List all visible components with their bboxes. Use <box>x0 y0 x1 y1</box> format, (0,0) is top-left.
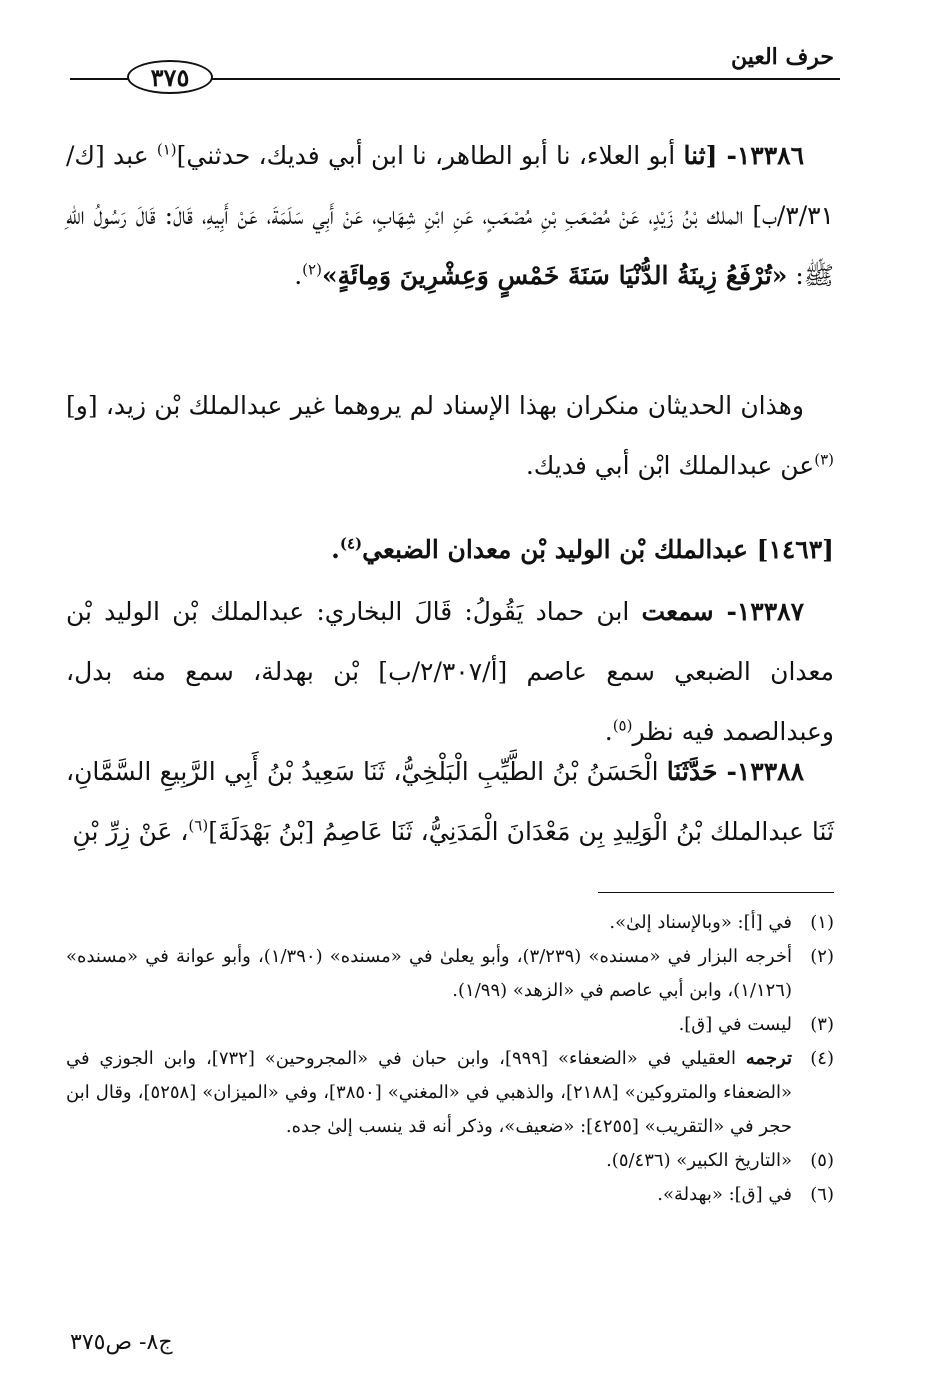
narration-verb: سمعت <box>641 597 714 626</box>
hadith-number: ١٣٣٨٨- <box>717 757 804 786</box>
footnote-text: «التاريخ الكبير» (٥/٤٣٦). <box>606 1150 792 1171</box>
punctuation: . <box>604 717 613 746</box>
footnote-4 <box>66 1042 834 1144</box>
footnote-ref-1[interactable]: (١) <box>156 140 177 159</box>
narration-verb: حَدَّثَنَا <box>666 757 718 786</box>
narration-verb: [ثنا <box>683 141 718 170</box>
commentary-text: وهذان الحديثان منكران بهذا الإسناد لم يروهما غير عبدالملك بْن زيد، [و] <box>66 391 804 420</box>
isnad-text: عبد [ك/٣/٣١/ب] الملك بْنُ زَيْدٍ، عَنْ مُصْعَبِ بْنِ مُصْعَبٍ، عَنِ ابْنِ شِهَابٍ، عَنْ أَبِي سَلَمَةَ، عَنْ أَبِيهِ، قَالَ: قَالَ رَسُولُ اللهِ ﷺ: <box>66 141 834 290</box>
footnote-number: (٥) <box>810 1150 834 1171</box>
footnotes <box>66 906 834 1212</box>
footnote-3 <box>66 1008 834 1042</box>
page-number: ٣٧٥ <box>150 62 190 92</box>
biography-heading <box>66 520 834 580</box>
punctuation: . <box>294 261 303 290</box>
footnote-text: أخرجه البزار في «مسنده» (٣/٢٣٩)، وأبو يعلىٰ في «مسنده» (١/٣٩٠)، وأبو عوانة في «مسنده» (١/١٢٦)، وابن أبي عاصم في «الزهد» (١/٩٩). <box>66 946 792 1001</box>
footnote-number: (٦) <box>810 1184 834 1205</box>
footnote-ref-5[interactable]: (٥) <box>612 716 633 735</box>
paragraph-13386 <box>66 126 834 306</box>
footnote-number: (٢) <box>810 946 834 967</box>
punctuation: . <box>331 535 340 564</box>
footnote-text: ليست في [ق]. <box>678 1014 792 1035</box>
paragraph-13388 <box>66 742 834 862</box>
paragraph-commentary <box>66 376 834 496</box>
footnote-ref-3[interactable]: (٣) <box>814 450 834 469</box>
footnote-text: في [أ]: «وبالإسناد إلىٰ». <box>609 912 792 933</box>
hadith-number: ١٣٣٨٦- <box>717 141 804 170</box>
chapter-title: حرف العين <box>730 44 834 70</box>
footnote-ref-6[interactable]: (٦) <box>188 816 209 835</box>
footnote-ref-4[interactable]: (٤) <box>339 534 363 553</box>
paragraph-13387 <box>66 582 834 762</box>
footnote-number: (٣) <box>810 1014 834 1035</box>
footnote-ref-2[interactable]: (٢) <box>302 260 322 279</box>
hadith-matn: «تُرْفَعُ زِينَةُ الدُّنْيَا سَنَةَ خَمْسٍ وَعِشْرِينَ وَمِائَةٍ» <box>321 261 788 290</box>
footnote-text: العقيلي في «الضعفاء» [٩٩٩]، وابن حبان في «المجروحين» [٧٣٢]، وابن الجوزي في «الضعفاء والمتروكين» [٢١٨٨]، والذهبي في «المغني» [٣٨٥٠]، وفي «الميزان» [٥٢٥٨]، وقال ابن حجر في «التقريب» [٤٢٥٥]: «ضعيف»، وذكر أنه قد ينسب إلىٰ جده. <box>66 1048 792 1137</box>
footnote-separator <box>598 892 834 893</box>
isnad-text: الْحَسَنُ بْنُ الطَّيِّبِ الْبَلْخِيُّ، ثَنَا سَعِيدُ بْنُ أَبِي الرَّبِيعِ السَّمَّانِ، ثَنَا عبدالملك بْنُ الْوَلِيدِ بِن مَعْدَانَ الْمَدَنِيُّ، ثَنَا عَاصِمُ [بْنُ بَهْدَلَةَ] <box>66 757 834 846</box>
footnote-5 <box>66 1144 834 1178</box>
footnote-number: (٤) <box>810 1048 834 1069</box>
hadith-number: ١٣٣٨٧- <box>713 597 804 626</box>
footnote-number: (١) <box>810 912 834 933</box>
footnote-text: في [ق]: «بهدلة». <box>657 1184 792 1205</box>
footnote-keyword: ترجمه <box>745 1048 792 1069</box>
isnad-text: ، عَنْ زِرِّ بْنِ <box>72 817 189 846</box>
isnad-text: أبو العلاء، نا أبو الطاهر، نا ابن أبي فديك، حدثني] <box>176 141 684 170</box>
commentary-text: عن عبدالملك ابْن أبي فديك. <box>525 451 815 480</box>
footnote-6 <box>66 1178 834 1212</box>
narration-text: ابن حماد يَقُولُ: قَالَ البخاري: عبدالملك بْن الوليد بْن معدان الضبعي سمع عاصم [أ/٢/٣٠٧/ب] بْن بهدلة، سمع منه بدل، وعبدالصمد فيه نظر <box>66 597 834 746</box>
footnote-1 <box>66 906 834 940</box>
footnote-2 <box>66 940 834 1008</box>
page-number-badge <box>127 60 213 94</box>
volume-page-reference: ج٨- ص٣٧٥ <box>70 1330 173 1355</box>
biography-title: [١٤٦٣] عبدالملك بْن الوليد بْن معدان الضبعي <box>362 535 834 564</box>
